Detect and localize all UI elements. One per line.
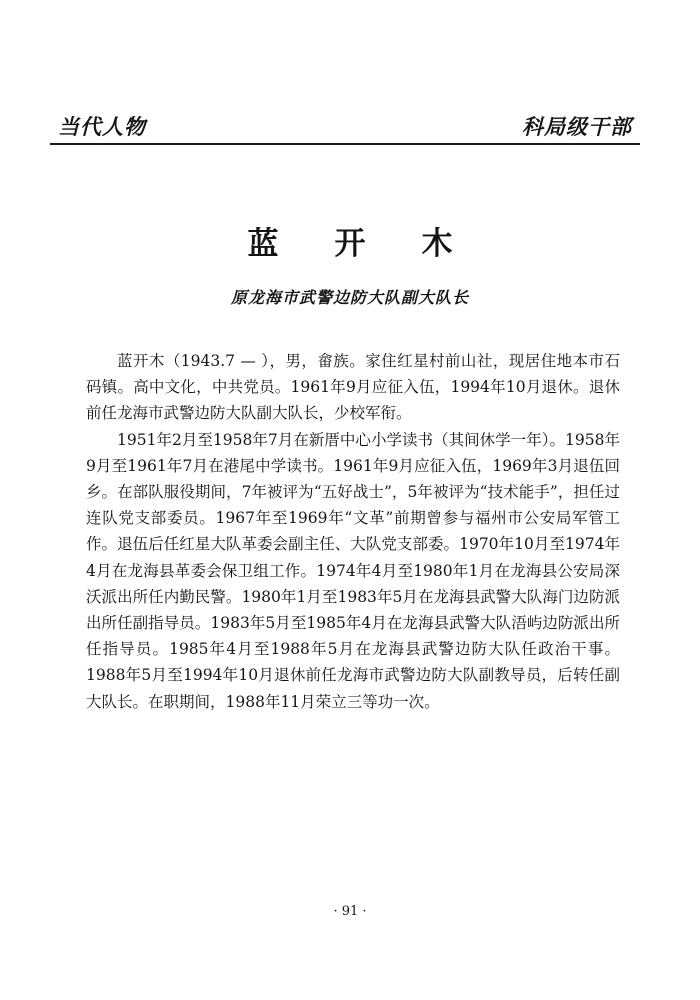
person-position-subtitle: 原龙海市武警边防大队副大队长: [230, 288, 469, 307]
header-category: 科局级干部: [522, 115, 632, 139]
page-number: · 91 ·: [333, 904, 367, 919]
header-divider: [50, 143, 640, 145]
header-section-title: 当代人物: [58, 115, 146, 139]
running-header: [58, 112, 632, 142]
biography-paragraph-2: 1951年2月至1958年7月在新厝中心小学读书（其间休学一年）。1958年9月至1961年7月在港尾中学读书。1961年9月应征入伍，1969年3月退伍回乡。在部队服役期间，7年被评为“五好战士”，5年被评为“技术能手”，担任过连队党支部委员。1967年至1969年“文革”前期曾参与福州市公安局军管工作。退伍后任红星大队革委会副主任、大队党支部委。1970年10月至1974年4月在龙海县革委会保卫组工作。1974年4月至1980年1月在龙海县公安局深沃派出所任内勤民警。1980年1月至1983年5月在龙海县武警大队海门边防派出所任副指导员。1983年5月至1985年4月在龙海县武警大队浯屿边防派出所任指导员。1985年4月至1988年5月在龙海县武警边防大队任政治干事。1988年5月至1994年10月退休前任龙海市武警边防大队副教导员，后转任副大队长。在职期间，1988年11月荣立三等功一次。: [86, 430, 620, 711]
biography-paragraph-1: 蓝开木（1943.7 — ），男，畲族。家住红星村前山社，现居住地本市石码镇。高中文化，中共党员。1961年9月应征入伍，1994年10月退休。退休前任龙海市武警边防大队副大队长，少校军衔。: [86, 352, 620, 423]
person-name-title: 蓝开木: [247, 226, 509, 262]
biography-body: [86, 348, 620, 715]
